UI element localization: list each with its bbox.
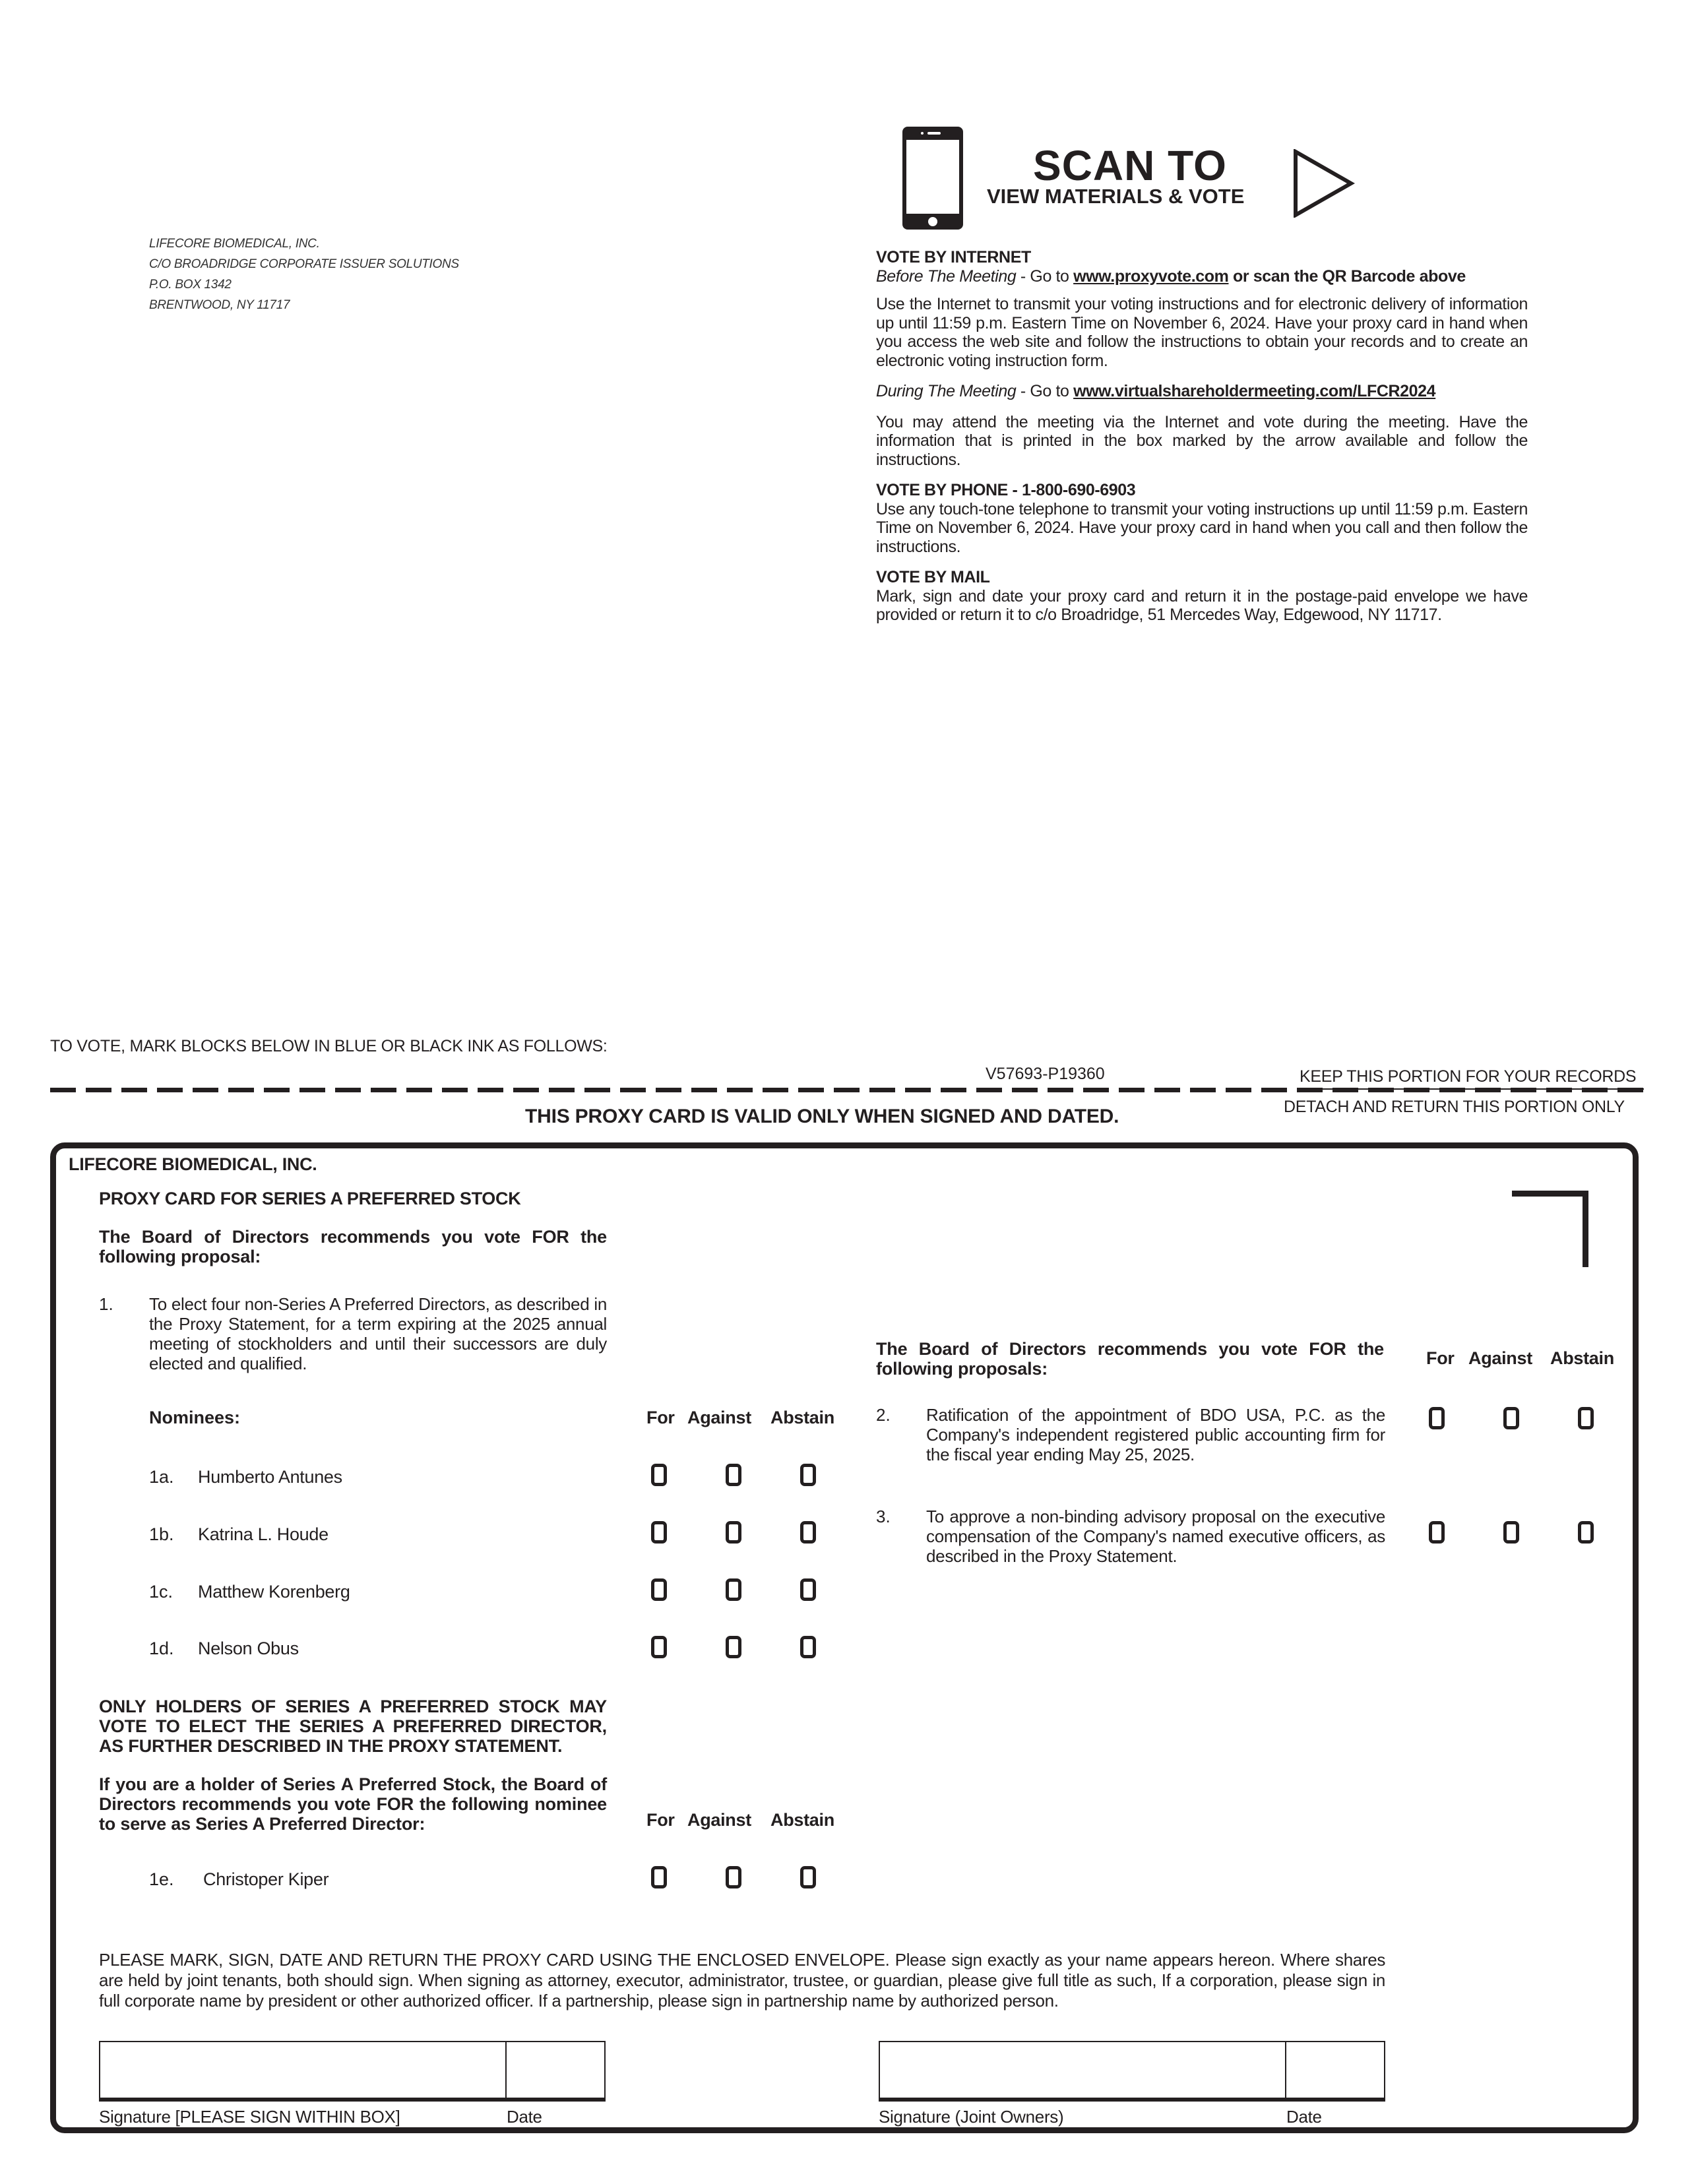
corner-mark (1512, 1191, 1588, 1267)
joint-signature-label: Signature (Joint Owners) (879, 2107, 1064, 2127)
virtual-meeting-link[interactable]: www.virtualshareholdermeeting.com/LFCR2024 (1073, 382, 1436, 400)
address-line: C/O BROADRIDGE CORPORATE ISSUER SOLUTIONS (149, 257, 459, 271)
checkbox-abstain[interactable] (1578, 1407, 1594, 1429)
during-meeting-body: You may attend the meeting via the Internet and vote during the meeting. Have the information that is printed in the box marked by the arrow available and follow the instructions. (876, 412, 1528, 469)
header-for: For (1426, 1348, 1455, 1368)
checkbox-for[interactable] (651, 1464, 667, 1486)
mark-instructions: TO VOTE, MARK BLOCKS BELOW IN BLUE OR BLACK INK AS FOLLOWS: (50, 1037, 608, 1055)
nominees-label: Nominees: (149, 1408, 241, 1427)
checkbox-abstain[interactable] (800, 1636, 816, 1658)
nominee-name: Humberto Antunes (198, 1467, 342, 1487)
address-line: P.O. BOX 1342 (149, 278, 232, 292)
return-address (149, 234, 459, 315)
joint-date-field[interactable] (1285, 2041, 1385, 2102)
checkbox-for[interactable] (651, 1521, 667, 1544)
valid-notice: THIS PROXY CARD IS VALID ONLY WHEN SIGNED AND DATED. (525, 1106, 1119, 1127)
checkbox-for[interactable] (1429, 1407, 1445, 1429)
goto-text: - Go to (1016, 382, 1074, 400)
vote-phone-heading: VOTE BY PHONE - 1-800-690-6903 (876, 481, 1136, 499)
vote-phone-body: Use any touch-tone telephone to transmit your voting instructions up until 11:59 p.m. Eastern Time on November 6, 2024. Have your proxy card in hand when you call and then follow the instructions. (876, 499, 1528, 556)
checkbox-abstain[interactable] (800, 1866, 816, 1888)
nominee-name: Katrina L. Houde (198, 1524, 329, 1544)
vote-phone-section (876, 481, 1528, 556)
date-label: Date (507, 2107, 542, 2127)
proxyvote-link[interactable]: www.proxyvote.com (1073, 266, 1229, 286)
header-for: For (646, 1408, 675, 1427)
proposal-3-text: To approve a non-binding advisory proposal on the executive compensation of the Company's named executive officers, as described in the Proxy Statement. (926, 1507, 1385, 1566)
checkbox-against[interactable] (1503, 1521, 1519, 1544)
card-company-name: LIFECORE BIOMEDICAL, INC. (69, 1154, 317, 1174)
signature-label: Signature [PLEASE SIGN WITHIN BOX] (99, 2107, 400, 2127)
card-title: PROXY CARD FOR SERIES A PREFERRED STOCK (99, 1189, 521, 1208)
proposal-1-text: To elect four non-Series A Preferred Directors, as described in the Proxy Statement, for a term expiring at the 2025 annual meeting of stockholders and until their successors are duly elected and qualified. (149, 1294, 607, 1373)
address-line: LIFECORE BIOMEDICAL, INC. (149, 237, 320, 251)
series-a-notice: ONLY HOLDERS OF SERIES A PREFERRED STOCK MAY VOTE TO ELECT THE SERIES A PREFERRED DIRECTOR, AS FURTHER DESCRIBED IN THE PROXY STATEMENT. (99, 1697, 607, 1756)
signing-instructions: PLEASE MARK, SIGN, DATE AND RETURN THE PROXY CARD USING THE ENCLOSED ENVELOPE. Please sign exactly as your name appears hereon. Where shares are held by joint tenants, both should sign. When signing as attorney, executor, administrator, trustee, or guardian, please give full title as such, If a corporation, please sign in full corporate name by president or other authorized officer. If a partnership, please sign in partnership name by authorized person. (99, 1950, 1385, 2011)
header-abstain: Abstain (1550, 1348, 1614, 1368)
proposal-1-number: 1. (99, 1294, 113, 1314)
checkbox-for[interactable] (651, 1636, 667, 1658)
vote-internet-heading: VOTE BY INTERNET (876, 248, 1031, 266)
header-against: Against (1468, 1348, 1532, 1368)
vote-internet-section (876, 248, 1528, 286)
vote-column-headers-series-a (646, 1810, 844, 1832)
scan-title: SCAN TO (1033, 142, 1227, 189)
vote-mail-section (876, 568, 1528, 625)
during-meeting-line (876, 382, 1528, 401)
header-for: For (646, 1810, 675, 1830)
nominee-id: 1a. (149, 1467, 174, 1487)
before-meeting-label: Before The Meeting (876, 266, 1017, 286)
signature-field[interactable] (99, 2041, 507, 2102)
detach-portion-label: DETACH AND RETURN THIS PORTION ONLY (1284, 1098, 1625, 1116)
board-recommendation-2: The Board of Directors recommends you vote FOR the following proposals: (876, 1339, 1384, 1379)
before-meeting-line (876, 267, 1528, 286)
proposal-2-number: 2. (876, 1405, 891, 1425)
date-field[interactable] (505, 2041, 606, 2102)
nominee-name: Matthew Korenberg (198, 1582, 350, 1602)
nominee-id: 1b. (149, 1524, 174, 1544)
series-a-recommendation: If you are a holder of Series A Preferred Stock, the Board of Directors recommends you vote FOR the following nominee to serve as Series A Preferred Director: (99, 1774, 607, 1834)
vote-mail-body: Mark, sign and date your proxy card and return it in the postage-paid envelope we have provided or return it to c/o Broadridge, 51 Mercedes Way, Edgewood, NY 11717. (876, 586, 1528, 624)
checkbox-for[interactable] (651, 1866, 667, 1888)
nominee-id: 1d. (149, 1638, 174, 1658)
nominee-id: 1e. (149, 1869, 174, 1889)
checkbox-against[interactable] (726, 1866, 741, 1888)
checkbox-for[interactable] (1429, 1521, 1445, 1544)
during-meeting-label: During The Meeting (876, 382, 1017, 400)
checkbox-for[interactable] (651, 1578, 667, 1601)
keep-portion-label: KEEP THIS PORTION FOR YOUR RECORDS (1300, 1067, 1637, 1086)
checkbox-abstain[interactable] (1578, 1521, 1594, 1544)
proposal-2-text: Ratification of the appointment of BDO USA, P.C. as the Company's independent registered public accounting firm for the fiscal year ending May 25, 2025. (926, 1405, 1385, 1464)
smartphone-icon (901, 125, 964, 231)
checkbox-abstain[interactable] (800, 1464, 816, 1486)
checkbox-against[interactable] (726, 1521, 741, 1544)
checkbox-against[interactable] (726, 1578, 741, 1601)
header-abstain: Abstain (770, 1408, 834, 1427)
before-meeting-body: Use the Internet to transmit your voting instructions and for electronic delivery of information up until 11:59 p.m. Eastern Time on November 6, 2024. Have your proxy card in hand when you access the web site and follow the instructions to obtain your records and to create an electronic voting instruction form. (876, 295, 1528, 370)
joint-date-label: Date (1286, 2107, 1322, 2127)
detach-line (50, 1088, 1644, 1092)
qr-instruction: or scan the QR Barcode above (1228, 266, 1466, 286)
vote-column-headers-right (1426, 1348, 1624, 1371)
checkbox-abstain[interactable] (800, 1578, 816, 1601)
board-recommendation-1: The Board of Directors recommends you vote FOR the following proposal: (99, 1227, 607, 1266)
nominee-name: Christoper Kiper (203, 1869, 329, 1889)
play-triangle-icon (1292, 149, 1355, 218)
goto-text: - Go to (1016, 266, 1074, 286)
vote-instructions (876, 248, 1528, 637)
checkbox-against[interactable] (726, 1464, 741, 1486)
nominee-name: Nelson Obus (198, 1638, 299, 1658)
vote-mail-heading: VOTE BY MAIL (876, 568, 990, 586)
proposal-3-number: 3. (876, 1507, 891, 1526)
control-code: V57693-P19360 (986, 1065, 1105, 1083)
vote-column-headers (646, 1408, 844, 1430)
nominee-id: 1c. (149, 1582, 173, 1602)
checkbox-against[interactable] (1503, 1407, 1519, 1429)
header-against: Against (687, 1810, 751, 1830)
checkbox-against[interactable] (726, 1636, 741, 1658)
checkbox-abstain[interactable] (800, 1521, 816, 1544)
header-abstain: Abstain (770, 1810, 834, 1830)
scan-subtitle: VIEW MATERIALS & VOTE (987, 185, 1245, 208)
address-line: BRENTWOOD, NY 11717 (149, 298, 290, 312)
header-against: Against (687, 1408, 751, 1427)
joint-signature-field[interactable] (879, 2041, 1286, 2102)
